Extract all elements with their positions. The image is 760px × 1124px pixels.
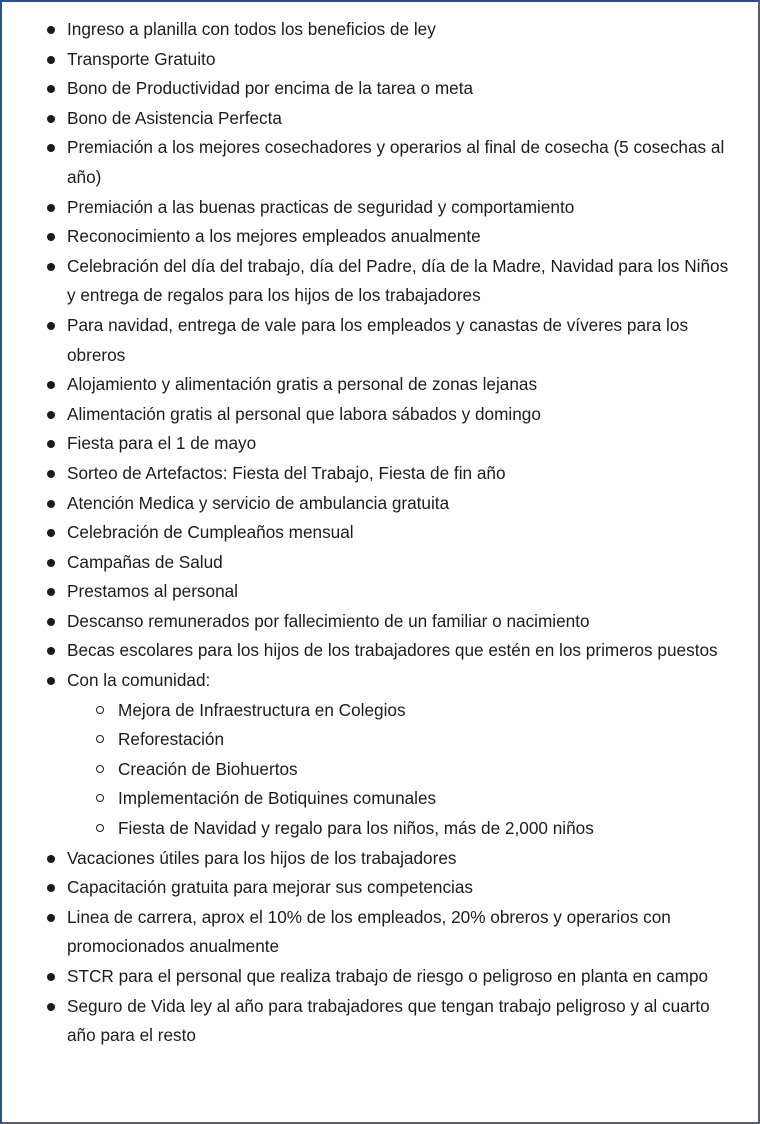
list-item [45,252,738,311]
bullet-icon [47,115,55,123]
list-item [45,133,738,192]
list-item-text: Celebración del día del trabajo, día del Padre, día de la Madre, Navidad para los Niños y entrega de regalos para los hijos de los trabajadores [67,255,729,306]
bullet-icon [47,144,55,152]
bullet-icon [47,973,55,981]
list-item [45,15,738,45]
list-item [45,992,738,1051]
list-item-text: Capacitación gratuita para mejorar sus competencias [67,877,474,898]
circle-bullet-icon [96,824,104,832]
sublist-item-text: Mejora de Infraestructura en Colegios [118,699,406,720]
list-item [45,844,738,874]
list-item-text: Becas escolares para los hijos de los trabajadores que estén en los primeros puestos [67,640,718,661]
list-item-text: Atención Medica y servicio de ambulancia gratuita [67,492,450,513]
bullet-icon [47,204,55,212]
list-item [45,429,738,459]
list-item-text: Celebración de Cumpleaños mensual [67,522,354,543]
list-item [45,873,738,903]
list-item [45,74,738,104]
bullet-icon [47,914,55,922]
bullet-icon [47,529,55,537]
bullet-icon [47,322,55,330]
list-item-text: Premiación a los mejores cosechadores y operarios al final de cosecha (5 cosechas al año) [67,137,725,187]
circle-bullet-icon [96,706,104,714]
list-item-text: Fiesta para el 1 de mayo [67,433,257,454]
bullet-icon [47,263,55,271]
list-item-text: Bono de Productividad por encima de la tarea o meta [67,78,474,99]
list-item [45,548,738,578]
bullet-icon [47,56,55,64]
bullet-icon [47,855,55,863]
sublist-item [96,755,738,785]
list-item-text: Para navidad, entrega de vale para los empleados y canastas de víveres para los obreros [67,314,689,365]
sublist-item [96,784,738,814]
list-item-text: Prestamos al personal [67,581,239,602]
list-item-text: Ingreso a planilla con todos los beneficios de ley [67,19,436,39]
bullet-icon [47,1003,55,1011]
sublist-item-text: Creación de Biohuertos [118,758,298,779]
list-item [45,45,738,75]
list-item-text: Bono de Asistencia Perfecta [67,107,282,128]
list-item [45,607,738,637]
sublist-item-text: Implementación de Botiquines comunales [118,788,437,809]
circle-bullet-icon [96,765,104,773]
list-item [45,311,738,370]
list-item-text: Con la comunidad: [67,670,211,691]
bullet-icon [47,233,55,241]
bullet-icon [47,559,55,567]
bullet-icon [47,470,55,478]
list-item [45,370,738,400]
list-item [45,489,738,519]
bullet-icon [47,411,55,419]
list-item-text: Reconocimiento a los mejores empleados anualmente [67,226,481,247]
bullet-icon [47,85,55,93]
benefits-list [2,2,758,1051]
bullet-icon [47,381,55,389]
bullet-icon [47,677,55,685]
sublist-item [96,725,738,755]
list-item-text: Campañas de Salud [67,551,223,572]
sublist-item [96,814,738,844]
list-item [45,222,738,252]
list-item-text: Linea de carrera, aprox el 10% de los empleados, 20% obreros y operarios con promocionados anualmente [67,906,671,957]
list-item [45,636,738,666]
community-sublist [67,696,738,844]
list-item [45,518,738,548]
list-item-text: Transporte Gratuito [67,48,216,69]
list-item-text: Alojamiento y alimentación gratis a personal de zonas lejanas [67,374,538,395]
bullet-icon [47,618,55,626]
list-item-text: Seguro de Vida ley al año para trabajadores que tengan trabajo peligroso y al cuarto año para el resto [67,995,710,1046]
list-item [45,104,738,134]
circle-bullet-icon [96,794,104,802]
bullet-icon [47,26,55,34]
list-item-text: Alimentación gratis al personal que labora sábados y domingo [67,403,541,424]
list-item-text: STCR para el personal que realiza trabajo de riesgo o peligroso en planta en campo [67,966,709,986]
bullet-icon [47,647,55,655]
sublist-item-text: Reforestación [118,729,225,750]
circle-bullet-icon [96,735,104,743]
list-item [45,459,738,489]
list-item-text: Premiación a las buenas practicas de seguridad y comportamiento [67,196,575,217]
list-item-community [45,666,738,844]
sublist-item-text: Fiesta de Navidad y regalo para los niños, más de 2,000 niños [118,818,594,839]
list-item [45,903,738,962]
list-item [45,577,738,607]
bullet-icon [47,440,55,448]
list-item-text: Descanso remunerados por fallecimiento de un familiar o nacimiento [67,610,590,631]
sublist-item [96,696,738,726]
list-item [45,193,738,223]
list-item-text: Vacaciones útiles para los hijos de los trabajadores [67,847,457,868]
list-item-text: Sorteo de Artefactos: Fiesta del Trabajo, Fiesta de fin año [67,462,506,483]
list-item [45,400,738,430]
bullet-icon [47,588,55,596]
bullet-icon [47,884,55,892]
list-item [45,962,738,992]
bullet-icon [47,500,55,508]
